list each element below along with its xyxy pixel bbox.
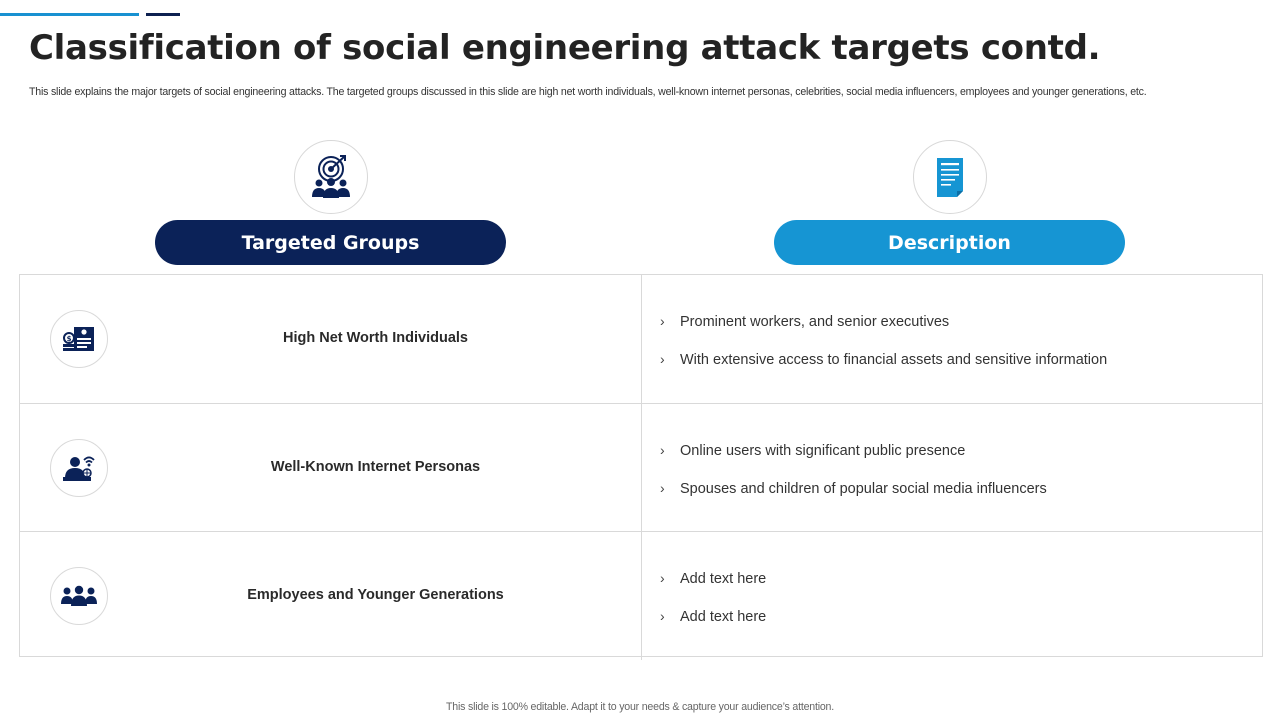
- group-label: High Net Worth Individuals: [282, 330, 468, 346]
- chevron-right-icon: ›: [660, 313, 665, 329]
- chevron-right-icon: ›: [660, 608, 665, 624]
- bullet-text: Add text here: [680, 609, 767, 625]
- table-row: [20, 275, 1262, 403]
- slide-title: Classification of social engineering attack targets contd.: [29, 28, 1101, 68]
- list-item: [660, 568, 766, 606]
- people-group-icon: [50, 567, 108, 625]
- table-row: [20, 403, 1262, 532]
- bullet-text: Spouses and children of popular social media influencers: [680, 481, 1047, 497]
- slide-subtitle: This slide explains the major targets of social engineering attacks. The targeted groups discussed in this slide are high net worth individuals, well-known internet personas, celebrities, social media influencers, employees and younger generations, etc.: [29, 86, 1147, 98]
- target-audience-icon: [294, 140, 368, 214]
- bullet-list: [660, 311, 1107, 387]
- wealth-person-icon: [50, 310, 108, 368]
- list-item: [660, 440, 1047, 478]
- group-cell: [20, 275, 642, 403]
- bullet-list: [660, 440, 1047, 516]
- bullet-text: Prominent workers, and senior executives: [680, 314, 950, 330]
- list-item: [660, 349, 1107, 387]
- document-icon: [913, 140, 987, 214]
- list-item: [660, 311, 1107, 349]
- targeted-groups-header: Targeted Groups: [155, 220, 506, 265]
- slide-footer: This slide is 100% editable. Adapt it to your needs & capture your audience’s attention.: [446, 701, 834, 713]
- chevron-right-icon: ›: [660, 570, 665, 586]
- svg-text:$: $: [66, 335, 72, 343]
- group-cell: [20, 532, 642, 660]
- list-item: [660, 606, 766, 644]
- chevron-right-icon: ›: [660, 351, 665, 367]
- list-item: [660, 478, 1047, 516]
- chevron-right-icon: ›: [660, 480, 665, 496]
- bullet-text: With extensive access to financial assets and sensitive information: [680, 352, 1108, 368]
- bullet-text: Add text here: [680, 571, 767, 587]
- targets-table: [19, 274, 1263, 657]
- description-cell: [642, 404, 1262, 532]
- chevron-right-icon: ›: [660, 442, 665, 458]
- description-cell: [642, 275, 1262, 403]
- accent-bar-dark: [146, 13, 180, 16]
- description-header: Description: [774, 220, 1125, 265]
- description-cell: [642, 532, 1262, 660]
- group-cell: [20, 404, 642, 532]
- group-label: Well-Known Internet Personas: [270, 459, 481, 475]
- accent-bar-light: [0, 13, 139, 16]
- bullet-list: [660, 568, 766, 644]
- group-label: Employees and Younger Generations: [247, 587, 504, 603]
- online-user-icon: [50, 439, 108, 497]
- bullet-text: Online users with significant public presence: [680, 443, 966, 459]
- table-row: [20, 531, 1262, 660]
